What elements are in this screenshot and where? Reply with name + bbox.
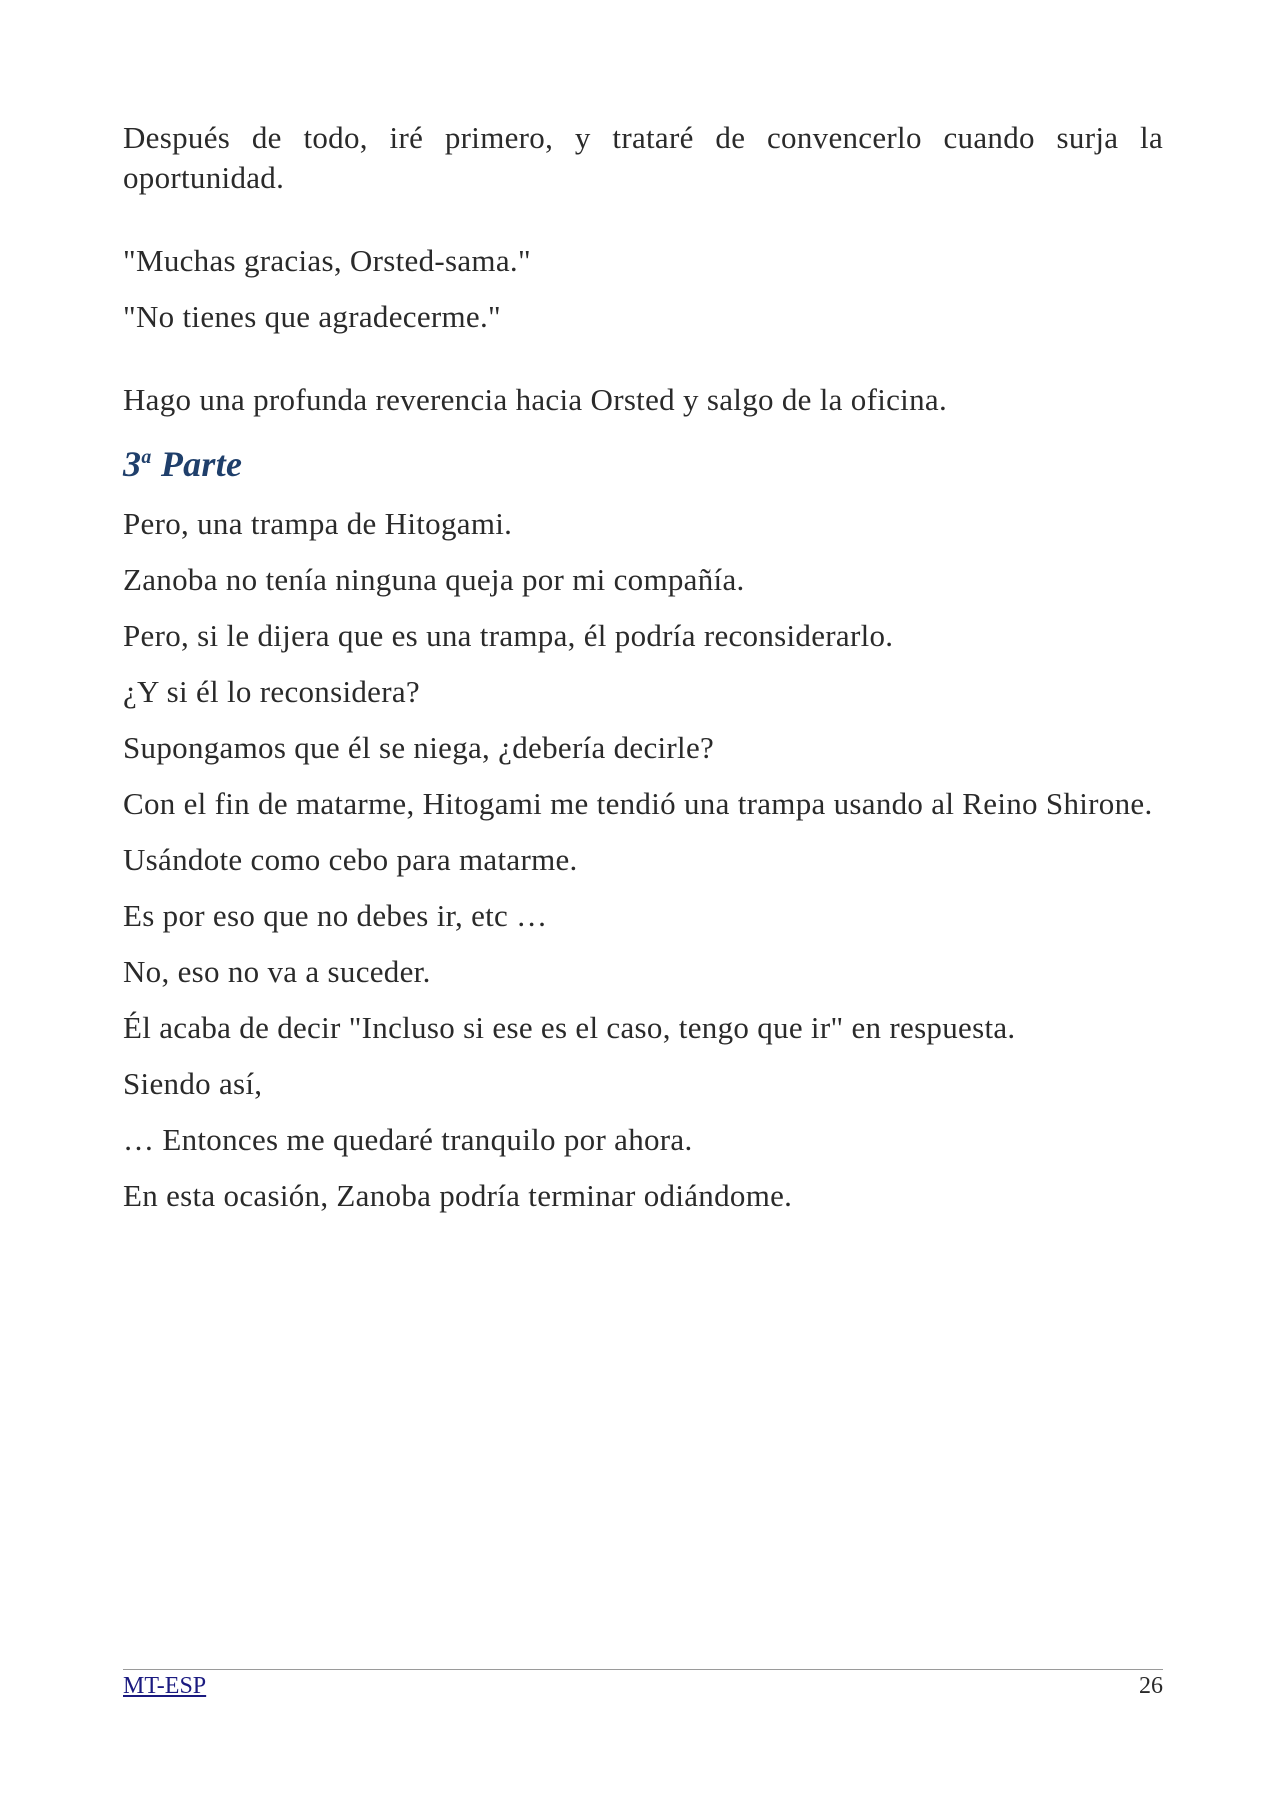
paragraph: … Entonces me quedaré tranquilo por ahora.	[123, 1122, 693, 1157]
page-body	[123, 118, 1163, 1232]
paragraph: "No tienes que agradecerme."	[123, 299, 501, 334]
footer-divider	[123, 1669, 1163, 1670]
paragraph: No, eso no va a suceder.	[123, 954, 431, 989]
footer-site-link[interactable]: MT-ESP	[123, 1673, 207, 1699]
paragraph: ¿Y si él lo reconsidera?	[123, 674, 420, 709]
paragraph: Después de todo, iré primero, y trataré de convencerlo cuando surja la oportunidad.	[123, 120, 1163, 195]
section-ordinal: a	[141, 446, 152, 468]
paragraph: Supongamos que él se niega, ¿debería decirle?	[123, 730, 715, 765]
paragraph: Pero, una trampa de Hitogami.	[123, 506, 513, 541]
paragraph: Usándote como cebo para matarme.	[123, 842, 578, 877]
paragraph: Pero, si le dijera que es una trampa, él podría reconsiderarlo.	[123, 618, 894, 653]
paragraph: "Muchas gracias, Orsted-sama."	[123, 243, 531, 278]
section-title: Parte	[160, 444, 243, 484]
section-number: 3	[123, 444, 142, 484]
paragraph: Hago una profunda reverencia hacia Orsted y salgo de la oficina.	[123, 382, 947, 417]
paragraph: Con el fin de matarme, Hitogami me tendió una trampa usando al Reino Shirone.	[123, 786, 1153, 821]
paragraph: Siendo así,	[123, 1066, 263, 1101]
paragraph: Él acaba de decir "Incluso si ese es el caso, tengo que ir" en respuesta.	[123, 1010, 1016, 1045]
page-number: 26	[1139, 1673, 1163, 1699]
paragraph: En esta ocasión, Zanoba podría terminar odiándome.	[123, 1178, 793, 1213]
paragraph: Es por eso que no debes ir, etc …	[123, 898, 548, 933]
section-heading	[123, 442, 1163, 486]
paragraph: Zanoba no tenía ninguna queja por mi compañía.	[123, 562, 745, 597]
